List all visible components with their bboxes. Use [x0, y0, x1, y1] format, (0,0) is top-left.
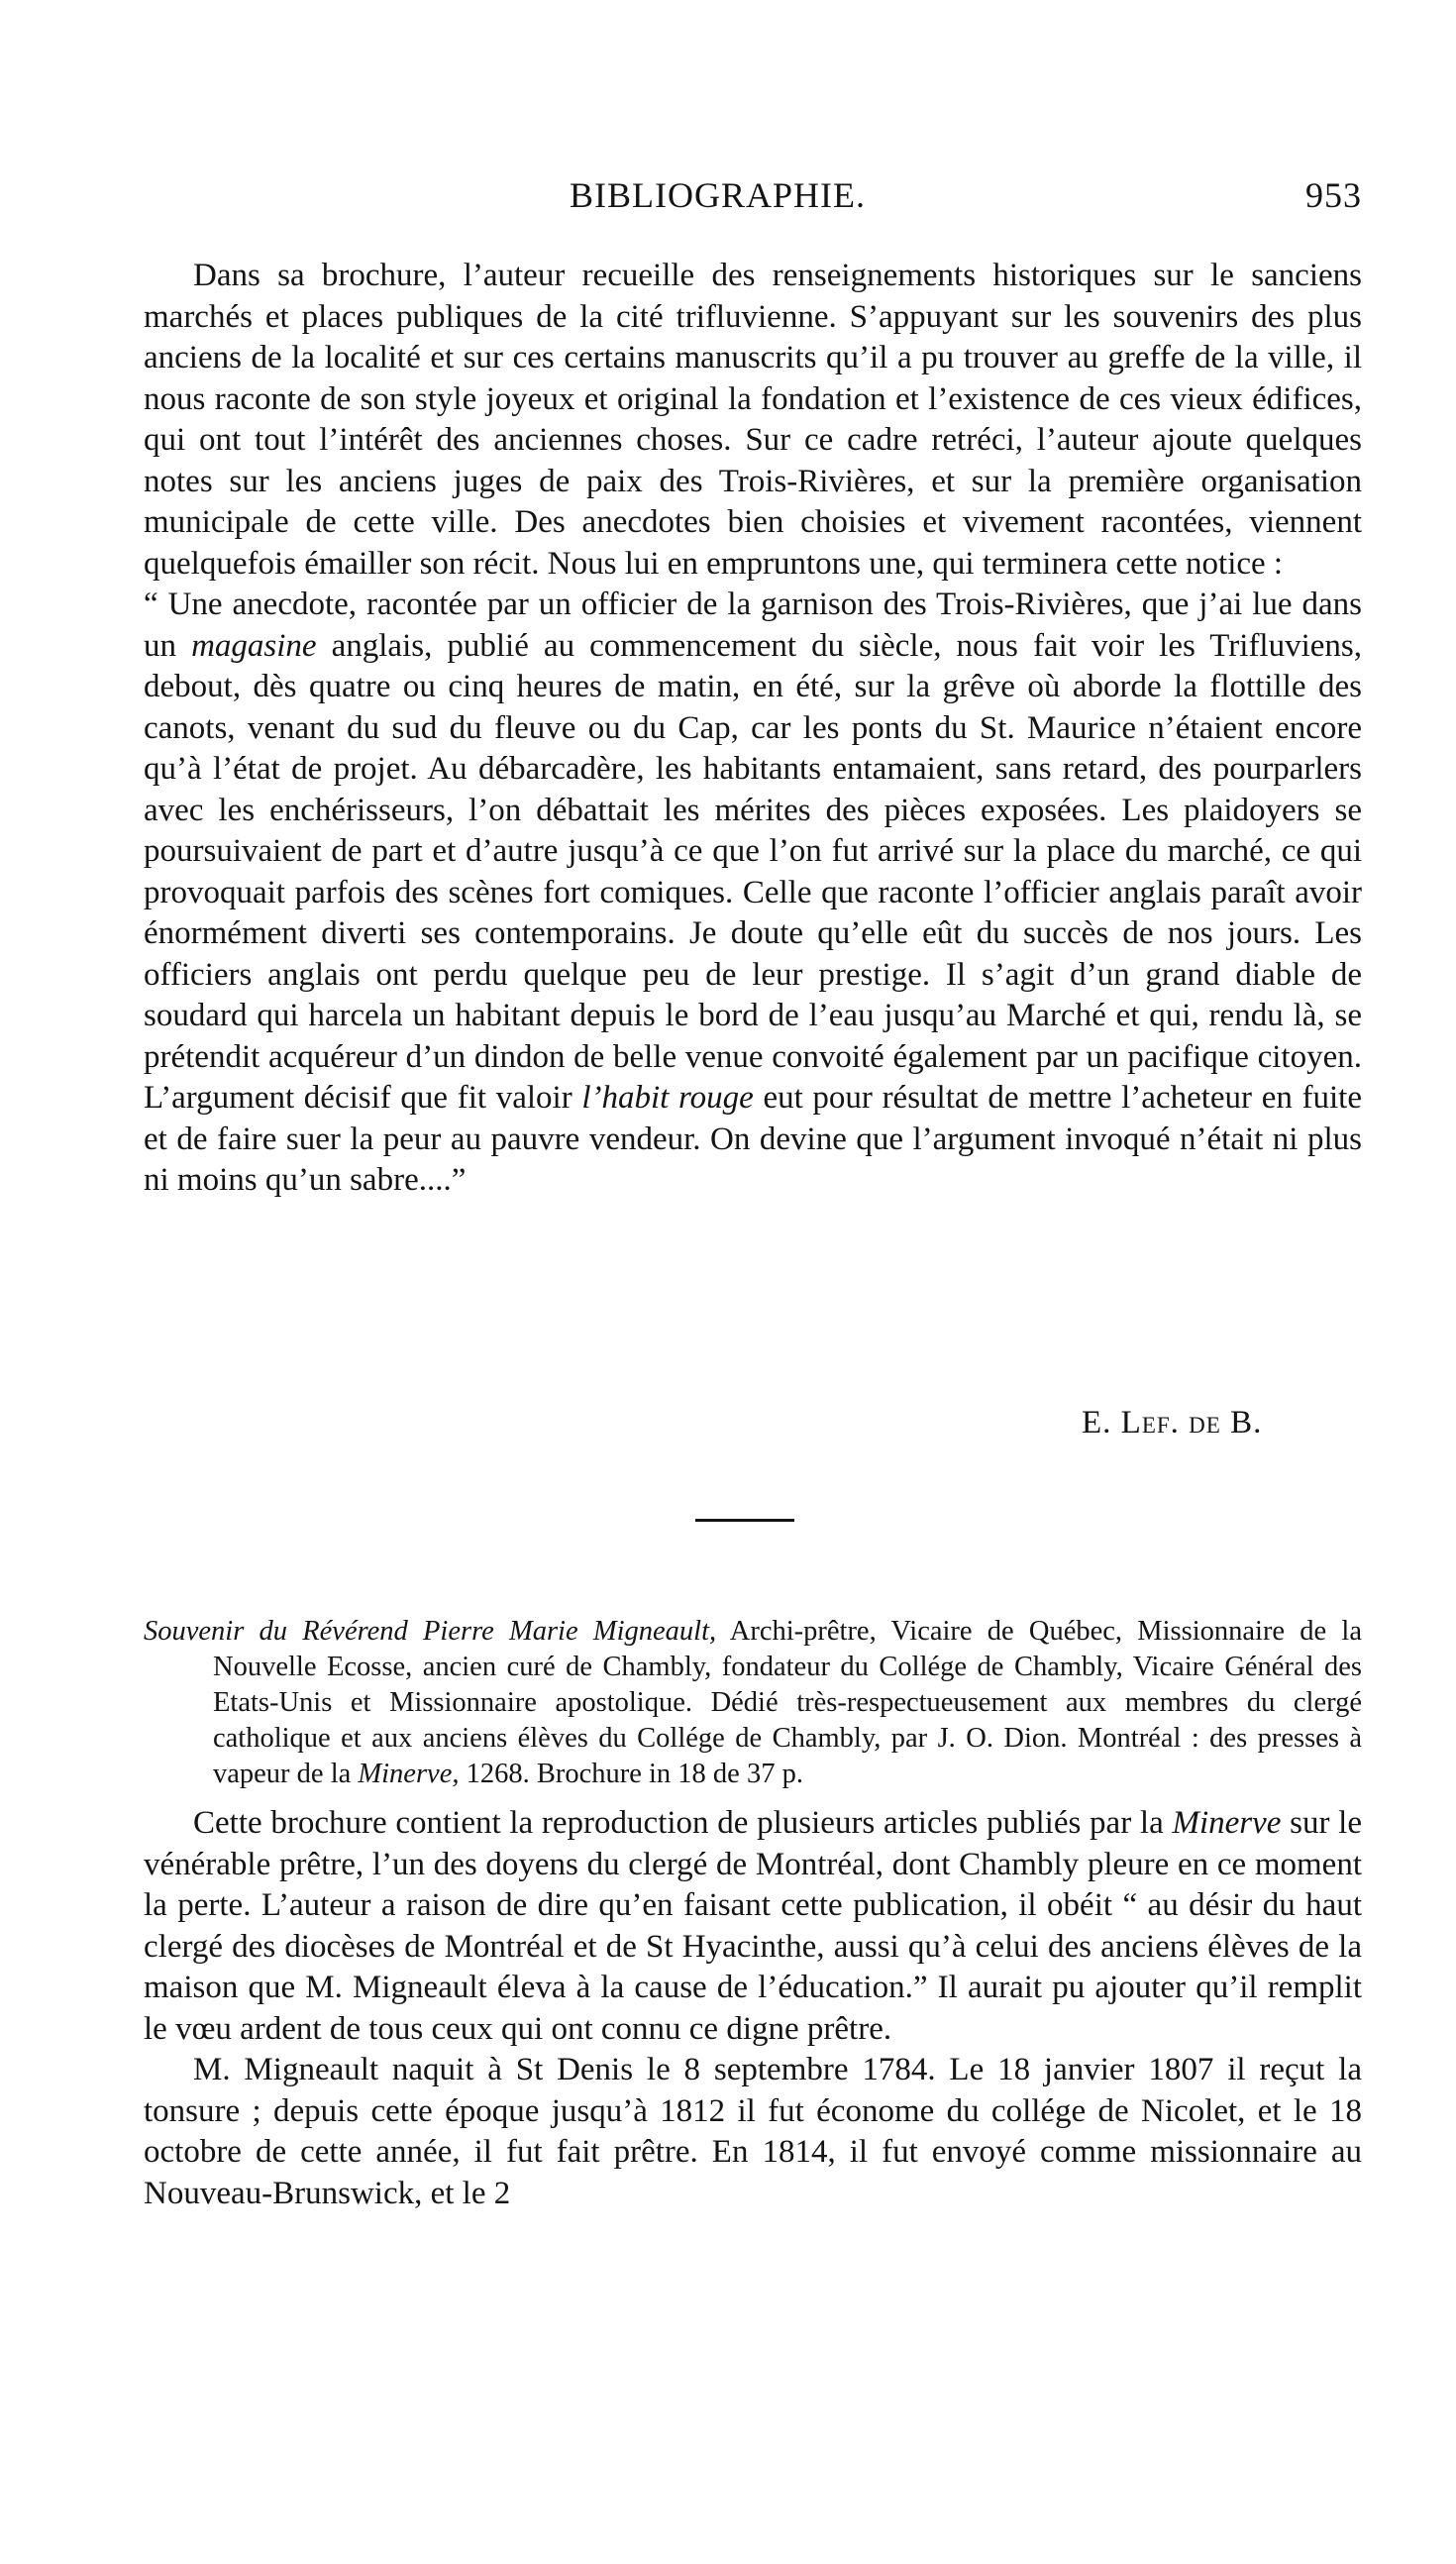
running-head [144, 174, 1362, 224]
author-signature: E. Lef. de B. [1082, 1405, 1263, 1441]
bibliographic-entry [144, 1614, 1362, 1792]
quote-text: anglais, publié au commencement du siècle, nous fait voir les Trifluviens, debout, dès quatre ou cinq heures de matin, en été, sur la grêve où aborde la flottille des canots, venant du sud du fleuve ou du Cap, car les ponts du St. Maurice n’étaient encore qu’à l’état de projet. Au débarcadère, les habitants entamaient, sans retard, des pourparlers avec les enchérisseurs, l’on débattait les mérites des pièces exposées. Les plaidoyers se poursuivaient de part et d’autre jusqu’à ce que l’on fut arrivé sur la place du marché, ce qui provoquait parfois des scènes fort comiques. Celle que raconte l’officier anglais paraît avoir énormément diverti ses contemporains. Je doute qu’elle eût du succès de nos jours. Les officiers anglais ont perdu quelque peu de leur prestige. Il s’agit d’un grand diable de soudard qui harcela un habitant depuis le bord de l’eau jusqu’au Marché et qui, rendu là, se prétendit acquéreur d’un dindon de belle venue convoité également par un pacifique citoyen. L’argument décisif que fit valoir [144, 627, 1363, 1116]
running-title: BIBLIOGRAPHIE. [570, 175, 866, 215]
review-text-block [144, 256, 1362, 1202]
paragraph-text: sur le vénérable prêtre, l’un des doyens du clergé de Montréal, dont Chambly pleure en ce moment la perte. L’auteur a raison de dire qu’en faisant cette publication, il obéit “ au désir du haut clergé des diocèses de Montréal et de St Hyacinthe, aussi qu’à celui des anciens élèves de la maison que M. Migneault éleva à la cause de l’éducation.” Il aurait pu ajouter qu’il remplit le vœu ardent de tous ceux qui ont connu ce digne prêtre. [144, 1805, 1362, 2047]
quote-italic-magasine: magasine [191, 627, 317, 664]
section-divider [695, 1519, 794, 1522]
bib-details: Archi-prêtre, Vicaire de Québec, Missionnaire de la Nouvelle Ecosse, ancien curé de Chambly, fondateur du Collége de Chambly, Vicaire Général des Etats-Unis et Missionnaire apostolique. Dédié très-respectueusement aux membres du clergé catholique et aux anciens élèves du Collége de Chambly, par J. O. Dion. Montréal : des presses à vapeur de la [213, 1615, 1362, 1789]
quote-italic-habit-rouge: l’habit rouge [581, 1080, 754, 1116]
quote-text: “ Une anecdote, racontée par un officier de la garnison des Trois-Rivières, que j’ai lue dans un [144, 587, 1362, 664]
bib-publisher-minerve: Minerve, [358, 1758, 460, 1789]
quote-text: eut pour résultat de mettre l’acheteur en fuite et de faire suer la peur au pauvre vendeur. On devine que l’argument invoqué n’était ni plus ni moins qu’un sabre....” [144, 1080, 1362, 1198]
quoted-anecdote [144, 585, 1362, 1202]
review-paragraph: Dans sa brochure, l’auteur recueille des renseignements historiques sur le sanciens marchés et places publiques de la cité trifluvienne. S’appuyant sur les souvenirs des plus anciens de la localité et sur ces certains manuscrits qu’il a pu trouver au greffe de la ville, il nous raconte de son style joyeux et original la fondation et l’existence de ces vieux édifices, qui ont tout l’intérêt des anciennes choses. Sur ce cadre retréci, l’auteur ajoute quelques notes sur les anciens juges de paix des Trois-Rivières, et sur la première organisation municipale de cette ville. Des anecdotes bien choisies et vivement racontées, viennent quelquefois émailler son récit. Nous lui en empruntons une, qui terminera cette notice : [144, 258, 1362, 582]
bib-title: Souvenir du Révérend Pierre Marie Migneault, [144, 1615, 717, 1647]
italic-minerve: Minerve [1172, 1805, 1282, 1841]
review2-paragraph [144, 1803, 1362, 2050]
bib-details: 1268. Brochure in 18 de 37 p. [459, 1758, 803, 1789]
review2-text-block [144, 1803, 1362, 2214]
page-number: 953 [1305, 175, 1362, 215]
paragraph-text: Cette brochure contient la reproduction de plusieurs articles publiés par la [193, 1805, 1173, 1841]
biography-paragraph: M. Migneault naquit à St Denis le 8 septembre 1784. Le 18 janvier 1807 il reçut la tonsure ; depuis cette époque jusqu’à 1812 il fut économe du collége de Nicolet, et le 18 octobre de cette année, il fut fait prêtre. En 1814, il fut envoyé comme missionnaire au Nouveau-Brunswick, et le 2 [144, 2052, 1362, 2211]
